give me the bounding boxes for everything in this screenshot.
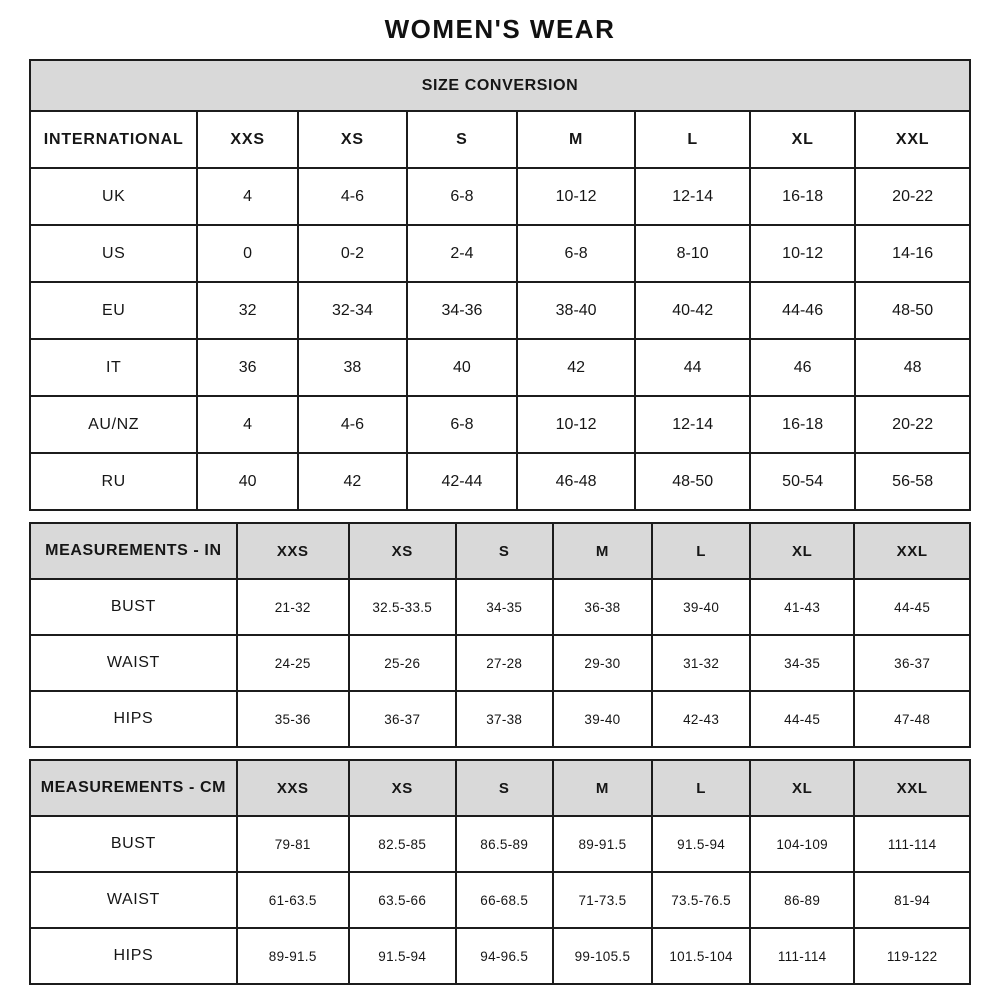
cell: 16-18: [750, 168, 855, 225]
cell: 34-35: [750, 635, 854, 691]
cell: 46-48: [517, 453, 635, 510]
cell: 86-89: [750, 872, 854, 928]
cell: 48-50: [635, 453, 750, 510]
cell: 42-44: [407, 453, 517, 510]
cell: 39-40: [553, 691, 653, 747]
col-header-xs: XS: [349, 760, 456, 816]
row-label: US: [30, 225, 197, 282]
row-label: BUST: [30, 579, 237, 635]
cell: 20-22: [855, 168, 970, 225]
table-row-us: [30, 225, 970, 282]
size-conversion-title: SIZE CONVERSION: [30, 60, 970, 111]
cell: 39-40: [652, 579, 750, 635]
col-header-measurements-cm: MEASUREMENTS - CM: [30, 760, 237, 816]
col-header-xxs: XXS: [197, 111, 298, 168]
col-header-measurements-in: MEASUREMENTS - IN: [30, 523, 237, 579]
cell: 34-35: [456, 579, 553, 635]
table-row-ru: [30, 453, 970, 510]
cell: 21-32: [237, 579, 349, 635]
cell: 79-81: [237, 816, 349, 872]
measurements-in-table: [29, 522, 971, 748]
col-header-l: L: [635, 111, 750, 168]
table-row-bust-in: [30, 579, 970, 635]
cell: 44-45: [854, 579, 970, 635]
cell: 4: [197, 396, 298, 453]
cell: 104-109: [750, 816, 854, 872]
cell: 50-54: [750, 453, 855, 510]
cell: 42: [517, 339, 635, 396]
row-label: AU/NZ: [30, 396, 197, 453]
col-header-xxl: XXL: [854, 523, 970, 579]
cell: 86.5-89: [456, 816, 553, 872]
col-header-xxs: XXS: [237, 523, 349, 579]
cell: 4-6: [298, 168, 407, 225]
cell: 36-38: [553, 579, 653, 635]
cell: 25-26: [349, 635, 456, 691]
cell: 8-10: [635, 225, 750, 282]
cell: 10-12: [750, 225, 855, 282]
cell: 42: [298, 453, 407, 510]
cell: 73.5-76.5: [652, 872, 750, 928]
cell: 91.5-94: [349, 928, 456, 984]
cell: 35-36: [237, 691, 349, 747]
row-label: RU: [30, 453, 197, 510]
cell: 94-96.5: [456, 928, 553, 984]
cell: 111-114: [854, 816, 970, 872]
cell: 6-8: [407, 396, 517, 453]
table-row-eu: [30, 282, 970, 339]
cell: 24-25: [237, 635, 349, 691]
measurements-cm-table: [29, 759, 971, 985]
page-title: WOMEN'S WEAR: [384, 14, 616, 44]
cell: 38-40: [517, 282, 635, 339]
cell: 10-12: [517, 168, 635, 225]
cell: 56-58: [855, 453, 970, 510]
row-label: HIPS: [30, 691, 237, 747]
cell: 0: [197, 225, 298, 282]
cell: 4-6: [298, 396, 407, 453]
cell: 4: [197, 168, 298, 225]
cell: 12-14: [635, 168, 750, 225]
cell: 81-94: [854, 872, 970, 928]
table-row-bust-cm: [30, 816, 970, 872]
col-header-l: L: [652, 760, 750, 816]
cell: 47-48: [854, 691, 970, 747]
col-header-s: S: [456, 760, 553, 816]
table-row-it: [30, 339, 970, 396]
col-header-xs: XS: [298, 111, 407, 168]
cell: 44-46: [750, 282, 855, 339]
table-row: [30, 111, 970, 168]
cell: 27-28: [456, 635, 553, 691]
row-label: HIPS: [30, 928, 237, 984]
cell: 42-43: [652, 691, 750, 747]
table-row: [30, 523, 970, 579]
cell: 63.5-66: [349, 872, 456, 928]
cell: 101.5-104: [652, 928, 750, 984]
col-header-l: L: [652, 523, 750, 579]
row-label: UK: [30, 168, 197, 225]
cell: 36: [197, 339, 298, 396]
col-header-s: S: [407, 111, 517, 168]
cell: 89-91.5: [553, 816, 653, 872]
cell: 40: [407, 339, 517, 396]
cell: 6-8: [517, 225, 635, 282]
cell: 10-12: [517, 396, 635, 453]
cell: 46: [750, 339, 855, 396]
cell: 61-63.5: [237, 872, 349, 928]
table-row-hips-in: [30, 691, 970, 747]
cell: 16-18: [750, 396, 855, 453]
col-header-m: M: [553, 523, 653, 579]
cell: 89-91.5: [237, 928, 349, 984]
cell: 40: [197, 453, 298, 510]
cell: 14-16: [855, 225, 970, 282]
table-row: [30, 760, 970, 816]
table-row-aunz: [30, 396, 970, 453]
table-row-uk: [30, 168, 970, 225]
cell: 0-2: [298, 225, 407, 282]
cell: 66-68.5: [456, 872, 553, 928]
cell: 99-105.5: [553, 928, 653, 984]
row-label: IT: [30, 339, 197, 396]
col-header-xl: XL: [750, 111, 855, 168]
row-label: WAIST: [30, 635, 237, 691]
cell: 32.5-33.5: [349, 579, 456, 635]
cell: 20-22: [855, 396, 970, 453]
col-header-xxl: XXL: [855, 111, 970, 168]
cell: 2-4: [407, 225, 517, 282]
col-header-m: M: [553, 760, 653, 816]
cell: 6-8: [407, 168, 517, 225]
cell: 32-34: [298, 282, 407, 339]
table-row-waist-cm: [30, 872, 970, 928]
cell: 32: [197, 282, 298, 339]
cell: 41-43: [750, 579, 854, 635]
table-row-waist-in: [30, 635, 970, 691]
cell: 82.5-85: [349, 816, 456, 872]
row-label: WAIST: [30, 872, 237, 928]
cell: 34-36: [407, 282, 517, 339]
cell: 71-73.5: [553, 872, 653, 928]
col-header-xs: XS: [349, 523, 456, 579]
cell: 31-32: [652, 635, 750, 691]
cell: 44: [635, 339, 750, 396]
col-header-xl: XL: [750, 760, 854, 816]
cell: 119-122: [854, 928, 970, 984]
cell: 111-114: [750, 928, 854, 984]
row-label: EU: [30, 282, 197, 339]
cell: 36-37: [349, 691, 456, 747]
table-row: [30, 60, 970, 111]
cell: 38: [298, 339, 407, 396]
cell: 36-37: [854, 635, 970, 691]
col-header-international: INTERNATIONAL: [30, 111, 197, 168]
cell: 40-42: [635, 282, 750, 339]
size-conversion-table: [29, 59, 971, 511]
col-header-xxs: XXS: [237, 760, 349, 816]
cell: 44-45: [750, 691, 854, 747]
col-header-xl: XL: [750, 523, 854, 579]
cell: 29-30: [553, 635, 653, 691]
row-label: BUST: [30, 816, 237, 872]
cell: 12-14: [635, 396, 750, 453]
col-header-xxl: XXL: [854, 760, 970, 816]
col-header-m: M: [517, 111, 635, 168]
cell: 91.5-94: [652, 816, 750, 872]
cell: 48-50: [855, 282, 970, 339]
cell: 48: [855, 339, 970, 396]
table-row-hips-cm: [30, 928, 970, 984]
col-header-s: S: [456, 523, 553, 579]
cell: 37-38: [456, 691, 553, 747]
